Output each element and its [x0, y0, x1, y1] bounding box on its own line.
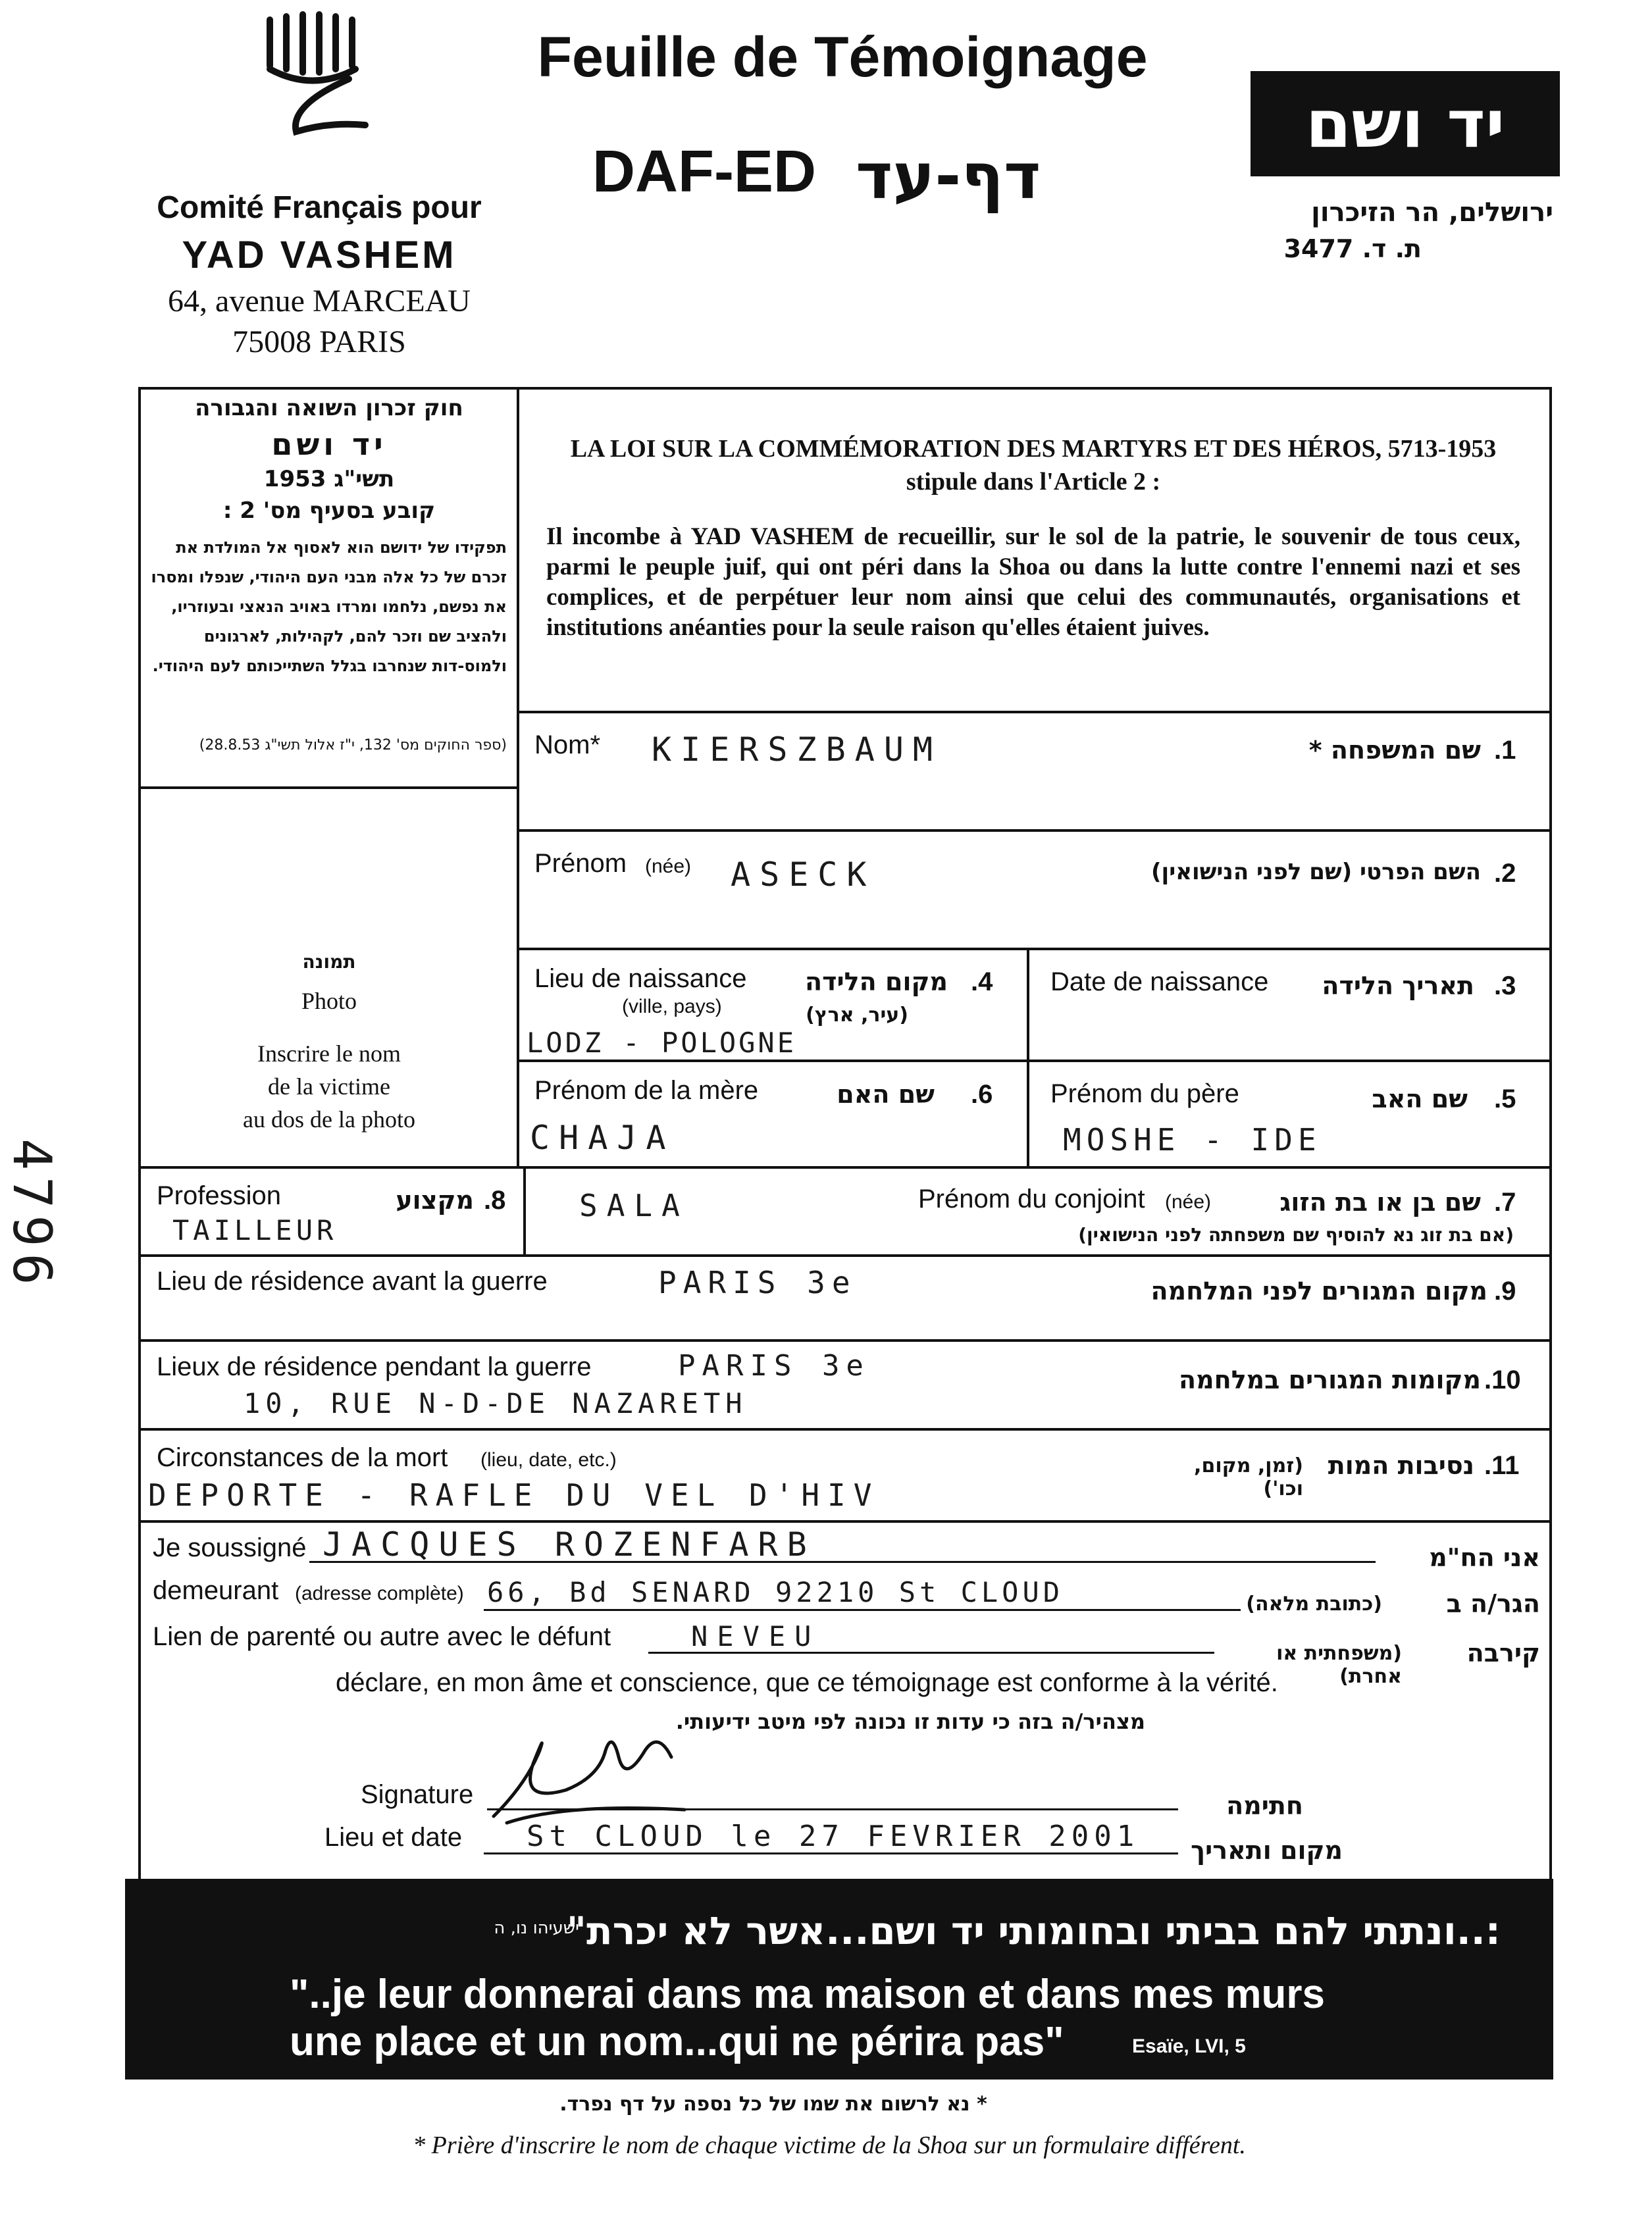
declarant-address-hebrew: הגר/ה ב: [1446, 1589, 1540, 1618]
lieu-naissance-value[interactable]: LODZ - POLOGNE: [527, 1027, 797, 1059]
prenom-pere-hebrew: שם האב: [1372, 1085, 1468, 1113]
residence-pendant-number: .10: [1484, 1366, 1521, 1394]
declaration-text: déclare, en mon âme et conscience, que ce témoignage est conforme à la vérité.: [336, 1668, 1278, 1697]
footnote-hebrew: * נא לרשום את שמו של כל נספה על דף נפרד.: [559, 2093, 987, 2116]
lieu-naissance-sub: (ville, pays): [622, 996, 722, 1017]
circonstances-sub: (lieu, date, etc.): [480, 1449, 617, 1471]
date-naissance-hebrew: תאריך הלידה: [1322, 971, 1474, 1000]
photo-hebrew-label: תמונה: [302, 951, 356, 973]
yad-vashem-menorah-logo: [250, 7, 382, 138]
signature-label: Signature: [361, 1780, 474, 1809]
date-naissance-label: Date de naissance: [1050, 967, 1269, 996]
lieu-naissance-number: .4: [971, 967, 993, 996]
place-date-hebrew: מקום ותאריך: [1191, 1836, 1343, 1865]
date-naissance-number: .3: [1494, 971, 1516, 1000]
prenom-pere-label: Prénom du père: [1050, 1079, 1239, 1108]
place-date-value[interactable]: St CLOUD le 27 FEVRIER 2001: [527, 1820, 1140, 1853]
circonstances-label: Circonstances de la mort: [157, 1443, 448, 1472]
signature-hebrew: חתימה: [1226, 1791, 1303, 1820]
residence-pendant-label: Lieux de résidence pendant la guerre: [157, 1352, 592, 1381]
conjoint-hebrew: שם בן או בת הזוג: [1279, 1188, 1481, 1217]
conjoint-hebrew-sub: (אם בת זוג נא להוסיף שם משפחתה לפני הנישואין): [1078, 1224, 1514, 1246]
conjoint-value[interactable]: SALA: [579, 1188, 689, 1223]
footnote-french: * Prière d'inscrire le nom de chaque victime de la Shoa sur un formulaire différent.: [413, 2132, 1246, 2159]
lieu-naissance-hebrew-sub: (עיר, ארץ): [806, 1004, 908, 1027]
prenom-pere-number: .5: [1494, 1085, 1516, 1113]
committee-name: Comité Français pour: [157, 190, 482, 225]
banner-french-line-1: "..je leur donnerai dans ma maison et dans mes murs: [290, 1972, 1326, 2017]
banner-hebrew-quote: :..ונתתי להם בביתי ובחומותי יד ושם...אשר לא יכרת": [566, 1908, 1501, 1953]
declaration-hebrew: מצהיר/ה בזה כי עדות זו נכונה לפי מיטב ידיעותי.: [675, 1709, 1145, 1734]
declarant-address-hebrew-sub: (כתובת מלאה): [1246, 1593, 1382, 1616]
law-hebrew-name: יד ושם: [271, 426, 387, 462]
prenom-number: .2: [1494, 859, 1516, 888]
prenom-mere-number: .6: [971, 1080, 993, 1109]
handwritten-signature: [487, 1724, 704, 1829]
photo-note-line-2: de la victime: [268, 1073, 390, 1100]
form-title: Feuille de Témoignage: [537, 26, 1148, 89]
law-hebrew-clause: קובע בסעיף מס' 2 :: [222, 498, 436, 524]
photo-note-line-3: au dos de la photo: [243, 1106, 415, 1133]
circonstances-hebrew: נסיבות המות: [1328, 1451, 1474, 1480]
declarant-address-value[interactable]: 66, Bd SENARD 92210 St CLOUD: [487, 1576, 1064, 1608]
nom-number: .1: [1494, 736, 1516, 765]
banner-hebrew-source: ישעיהו נו, ה: [494, 1918, 579, 1938]
nom-label: Nom*: [534, 730, 601, 759]
daf-ed-hebrew: דף-עד: [856, 140, 1041, 213]
yad-vashem-hebrew-logo: יד ושם: [1251, 71, 1560, 176]
organization-name: YAD VASHEM: [182, 234, 457, 276]
profession-hebrew: מקצוע: [396, 1186, 474, 1215]
law-french-subtitle: stipule dans l'Article 2 :: [906, 468, 1161, 496]
profession-label: Profession: [157, 1181, 281, 1210]
address-line-1: 64, avenue MARCEAU: [168, 284, 471, 319]
handwritten-margin-number: 4796: [1, 1138, 63, 1292]
law-hebrew-body: תפקידו של ידושם הוא לאסוף אל המולדת את זכרם של כל אלה מבני העם היהודי, שנפלו ומסרו את נפשם, נלחמו ומרדו באויב הנאצי ובעוזריו, ולהציב שם וזכר להם, לקהילות, לארגונים ולמוס-דות שנחרבו בגלל השתייכותם לעם היהודי.: [151, 538, 507, 675]
lieu-naissance-hebrew: מקום הלידה: [805, 967, 948, 996]
profession-value[interactable]: TAILLEUR: [172, 1214, 338, 1246]
nom-value[interactable]: KIERSZBAUM: [652, 730, 942, 769]
place-date-label: Lieu et date: [324, 1823, 463, 1852]
banner-french-source: Esaïe, LVI, 5: [1132, 2035, 1246, 2057]
prenom-qualifier: (née): [645, 855, 692, 877]
lieu-naissance-label: Lieu de naissance: [534, 964, 747, 993]
address-line-2: 75008 PARIS: [232, 324, 406, 359]
quote-banner: [125, 1879, 1553, 2080]
photo-note-line-1: Inscrire le nom: [257, 1040, 401, 1067]
law-hebrew-year: תשי"ג 1953: [263, 466, 395, 492]
residence-avant-number: .9: [1494, 1277, 1516, 1306]
declarant-address-label: demeurant: [153, 1576, 279, 1605]
prenom-mere-value[interactable]: CHAJA: [530, 1119, 675, 1157]
law-french-title: LA LOI SUR LA COMMÉMORATION DES MARTYRS ET DES HÉROS, 5713-1953: [570, 435, 1497, 463]
residence-avant-value[interactable]: PARIS 3e: [658, 1265, 857, 1300]
law-hebrew-title: חוק זכרון השואה והגבורה: [195, 395, 463, 421]
residence-avant-label: Lieu de résidence avant la guerre: [157, 1267, 548, 1296]
circonstances-hebrew-sub: (זמן, מקום, וכו'): [1194, 1454, 1303, 1500]
law-french-body: Il incombe à YAD VASHEM de recueillir, sur le sol de la patrie, le souvenir de tous ceux, parmi le peuple juif, qui ont péri dans la Shoa ou dans la lutte contre l'ennemi nazi et ses complices, et de perpétuer leur nom ainsi que celui des communautés, organisations et institutions anéanties pour la seule raison qu'elles étaient juives.: [546, 523, 1520, 641]
po-box: ת. ד. 3477: [1283, 234, 1422, 263]
conjoint-number: .7: [1494, 1188, 1516, 1217]
conjoint-label: Prénom du conjoint: [918, 1185, 1145, 1213]
banner-french-line-2: une place et un nom...qui ne périra pas": [290, 2019, 1064, 2064]
nom-hebrew-label: שם המשפחה *: [1308, 736, 1481, 765]
prenom-mere-label: Prénom de la mère: [534, 1076, 759, 1105]
declarant-relation-hebrew-sub: (משפחתית או אחרת): [1276, 1642, 1402, 1688]
jerusalem-address: ירושלים, הר הזיכרון: [1311, 197, 1553, 228]
residence-pendant-value-line-2[interactable]: 10, RUE N-D-DE NAZARETH: [244, 1387, 748, 1419]
declarant-relation-label: Lien de parenté ou autre avec le défunt: [153, 1622, 611, 1651]
declarant-relation-value[interactable]: NEVEU: [691, 1620, 821, 1652]
photo-label: Photo: [301, 988, 357, 1014]
declarant-address-sub: (adresse complète): [295, 1583, 464, 1604]
residence-pendant-hebrew: מקומות המגורים במלחמה: [1178, 1366, 1481, 1394]
declarant-name-label: Je soussigné: [153, 1533, 307, 1562]
residence-pendant-value[interactable]: PARIS 3e: [678, 1349, 870, 1383]
prenom-label: Prénom: [534, 849, 627, 878]
prenom-hebrew-label: השם הפרטי (שם לפני הנישואין): [1150, 859, 1481, 885]
circonstances-number: .11: [1484, 1451, 1520, 1480]
conjoint-qualifier: (née): [1165, 1191, 1212, 1213]
profession-number: .8: [484, 1186, 506, 1215]
residence-avant-hebrew: מקום המגורים לפני המלחמה: [1150, 1277, 1487, 1306]
declarant-relation-hebrew: קירבה: [1466, 1639, 1540, 1668]
law-hebrew-reference: (ספר החוקים מס' 132, י"ז אלול תשי"ג 28.8.53): [199, 737, 507, 753]
declarant-name-hebrew: אני הח"מ: [1429, 1543, 1540, 1572]
prenom-pere-value[interactable]: MOSHE - IDE: [1063, 1122, 1322, 1158]
daf-ed-latin: DAF-ED: [592, 139, 816, 205]
prenom-value[interactable]: ASECK: [731, 855, 876, 894]
declarant-name-value[interactable]: JACQUES ROZENFARB: [323, 1525, 816, 1564]
prenom-mere-hebrew: שם האם: [837, 1080, 935, 1109]
circonstances-value[interactable]: DEPORTE - RAFLE DU VEL D'HIV: [148, 1477, 880, 1513]
